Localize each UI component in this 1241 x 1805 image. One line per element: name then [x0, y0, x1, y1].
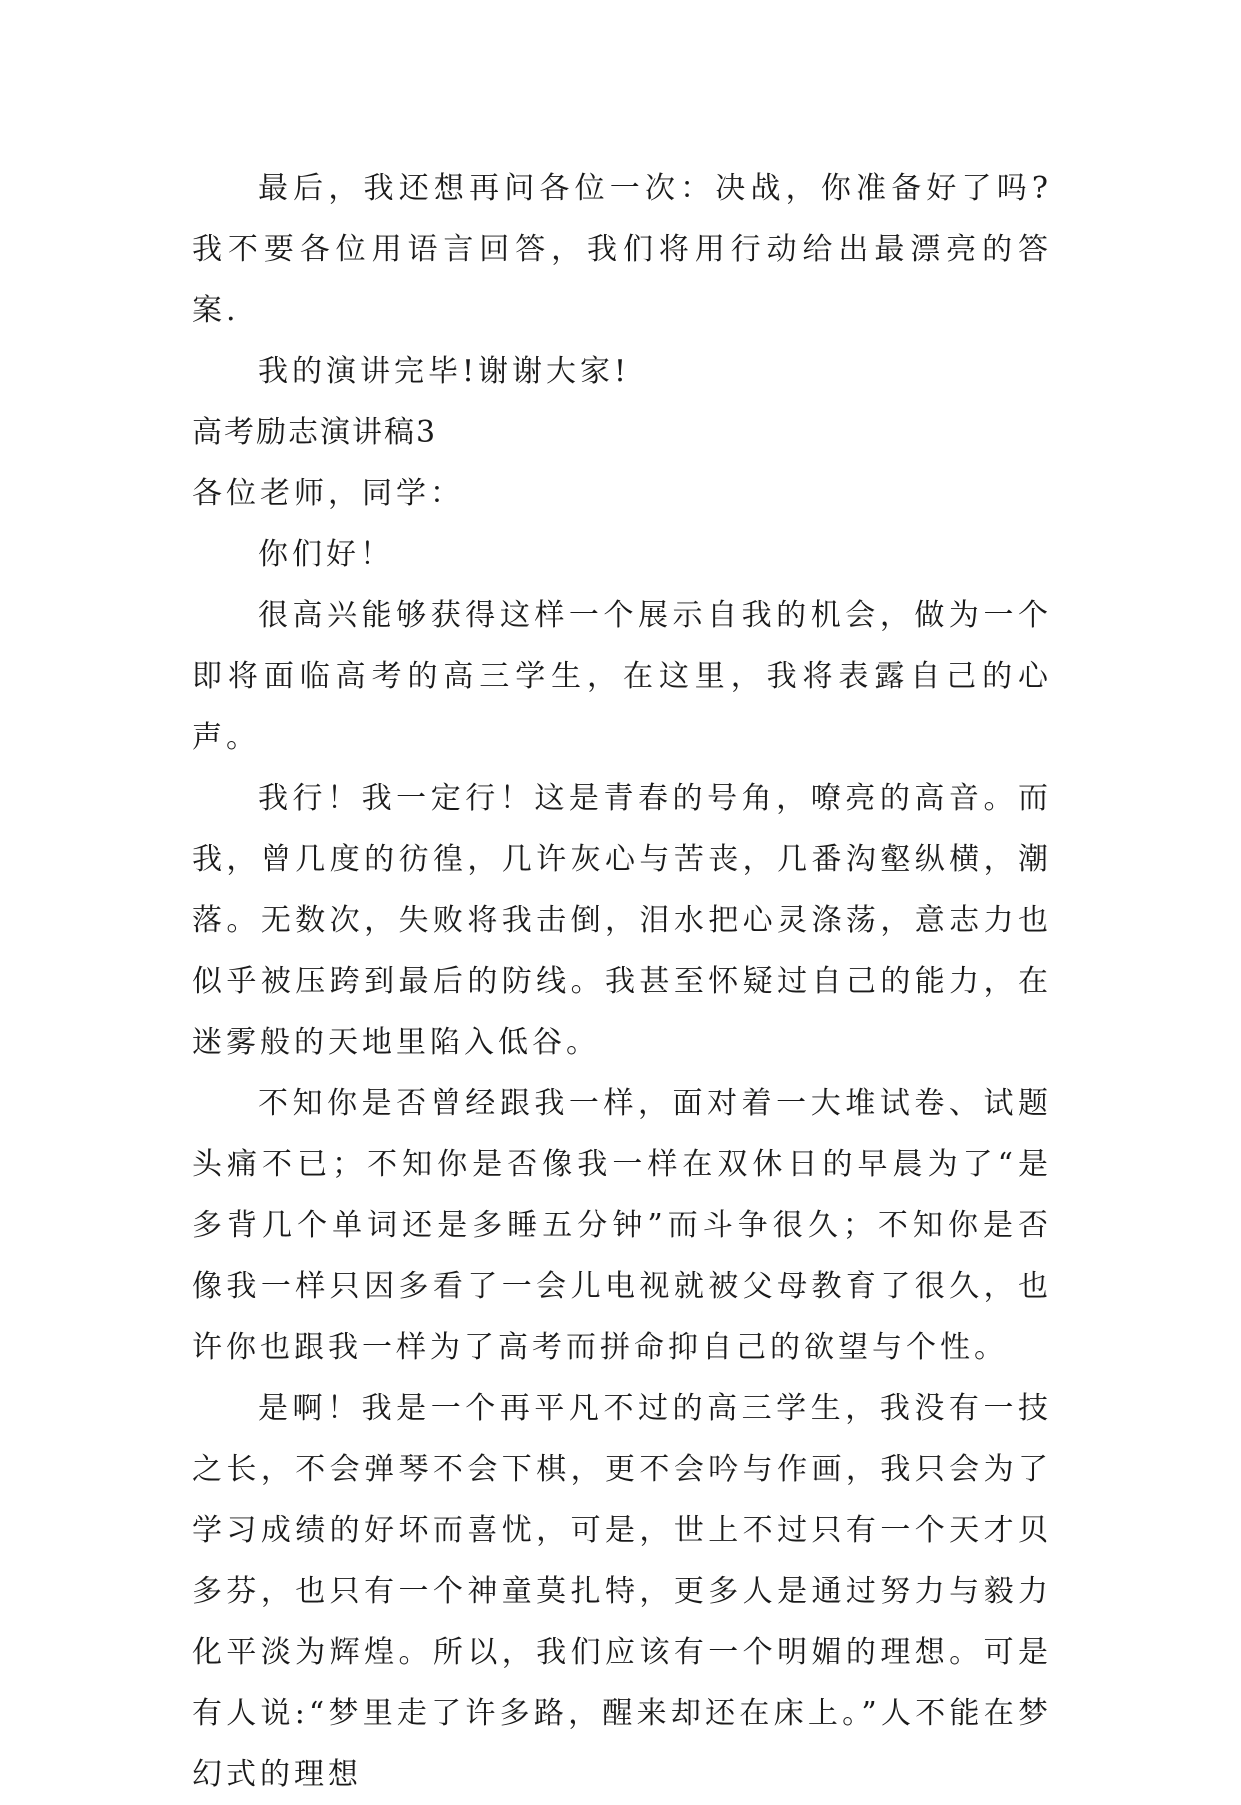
paragraph-intro: 很高兴能够获得这样一个展示自我的机会，做为一个即将面临高考的高三学生，在这里，我将表露自己的心声。 — [192, 598, 1052, 755]
document-page — [192, 158, 1052, 1805]
paragraph-closing-question: 最后，我还想再问各位一次：决战，你准备好了吗?我不要各位用语言回答，我们将用行动给出最漂亮的答案. — [192, 171, 1052, 328]
section-heading: 高考励志演讲稿3 — [192, 415, 438, 450]
paragraph-i-can: 我行！我一定行！这是青春的号角，嘹亮的高音。而我，曾几度的彷徨，几许灰心与苦丧，几番沟壑纵横，潮落。无数次，失败将我击倒，泪水把心灵涤荡，意志力也似乎被压跨到最后的防线。我甚至怀疑过自己的能力，在迷雾般的天地里陷入低谷。 — [192, 781, 1052, 1060]
salutation: 各位老师，同学： — [192, 476, 464, 511]
paragraph-ordinary-student: 是啊！我是一个再平凡不过的高三学生，我没有一技之长，不会弹琴不会下棋，更不会吟与作画，我只会为了学习成绩的好坏而喜忧，可是，世上不过只有一个天才贝多芬，也只有一个神童莫扎特，更多人是通过努力与毅力化平淡为辉煌。所以，我们应该有一个明媚的理想。可是有人说:“梦里走了许多路，醒来却还在床上。”人不能在梦幻式的理想 — [192, 1391, 1052, 1792]
greeting: 你们好！ — [258, 537, 394, 572]
paragraph-thanks: 我的演讲完毕!谢谢大家! — [258, 354, 631, 389]
paragraph-do-you-know: 不知你是否曾经跟我一样，面对着一大堆试卷、试题头痛不已；不知你是否像我一样在双休日的早晨为了“是多背几个单词还是多睡五分钟”而斗争很久；不知你是否像我一样只因多看了一会儿电视就被父母教育了很久，也许你也跟我一样为了高考而拼命抑自己的欲望与个性。 — [192, 1086, 1052, 1365]
